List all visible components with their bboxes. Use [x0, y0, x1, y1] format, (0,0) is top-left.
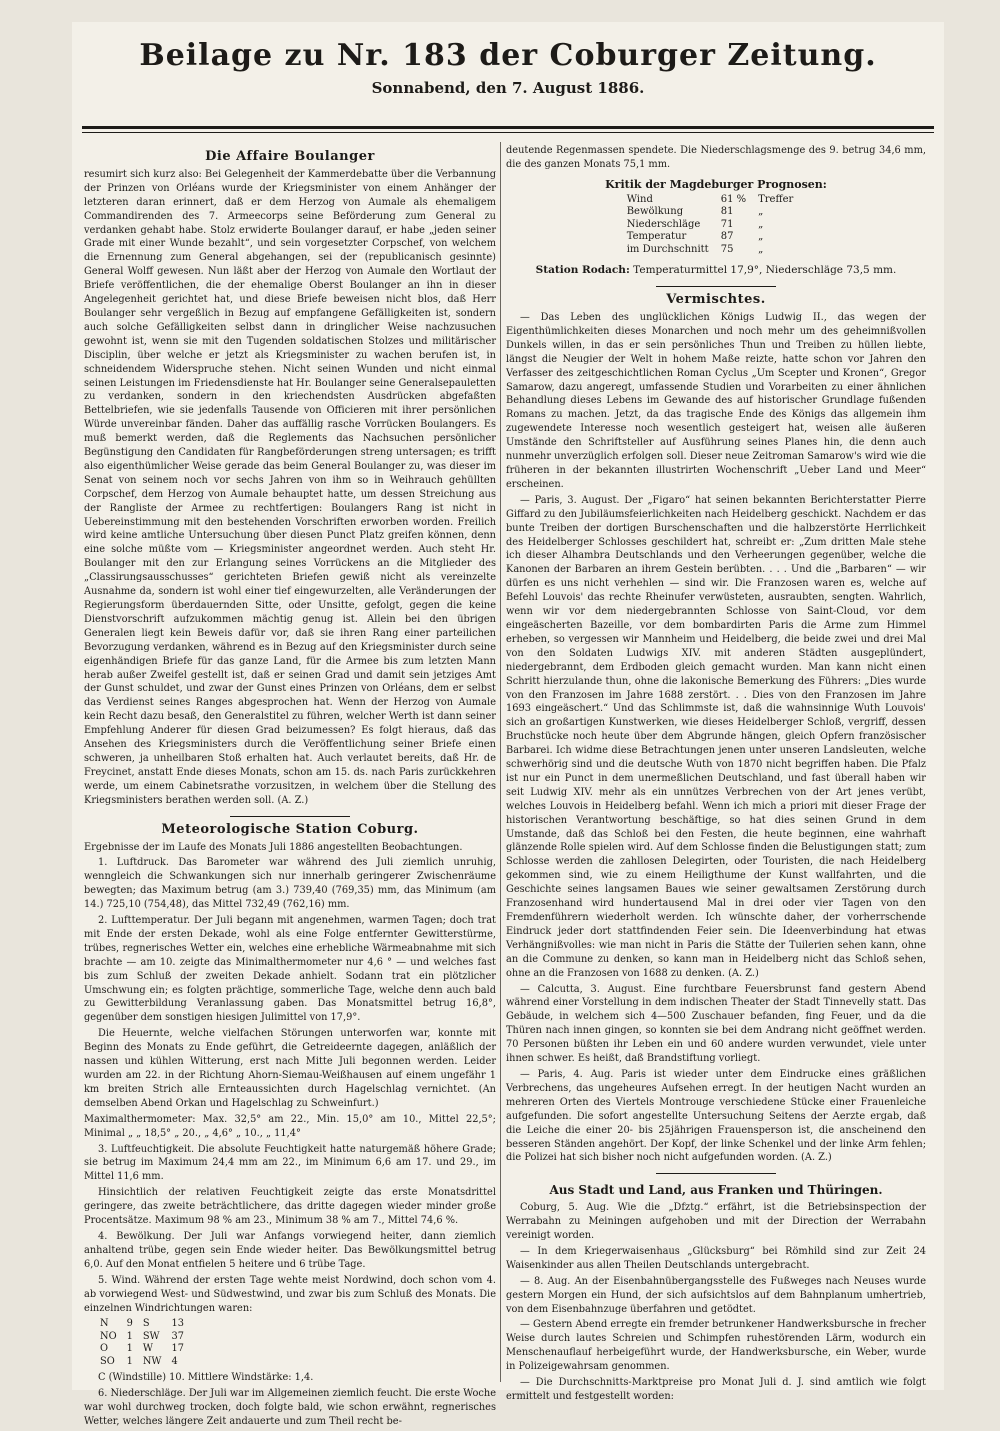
wind-cell: 1	[126, 1330, 133, 1342]
wind-row	[100, 1343, 194, 1356]
critique-cell: 87	[720, 231, 734, 243]
wind-cell: 37	[171, 1330, 184, 1342]
critique-row	[627, 244, 806, 257]
critique-cell: „	[758, 231, 764, 243]
meteo-paragraph-wind: 5. Wind. Während der ersten Tage wehte meist Nordwind, doch schon vom 4. ab vorwiegend West- und Südwestwind, und zwar bis zum Schluß des Monats. Die einzelnen Windrichtungen waren:	[84, 1274, 496, 1314]
regional-paragraph-hund: — 8. Aug. An der Eisenbahnübergangsstelle des Fußweges nach Neuses wurde gestern Morgen ein Hund, der sich aufsichtslos auf dem Bahnplanum umhertrieb, von dem Eisenbahnzuge überfahren und getödtet.	[506, 1275, 926, 1315]
wind-cell: O	[100, 1343, 109, 1355]
meteo-paragraph-harvest: Die Heuernte, welche vielfachen Störungen unterworfen war, konnte mit Beginn des Monats zu Ende geführt, die Getreideernte dagegen, anläßlich der nassen und kühlen Witterung, erst nach Mitte Juli begonnen werden. Leider wurden am 22. in der Richtung Ahorn-Siemau-Weißhausen auf einem ungefähr 1 km breiten Strich alle Ernteaussichten durch Hagelschlag vernichtet. (An demselben Abend Orkan und Hagelschlag zu Schweinfurt.)	[84, 1028, 496, 1109]
critique-row	[627, 194, 806, 207]
wind-cell: N	[100, 1318, 109, 1330]
wind-cell: 1	[126, 1355, 133, 1367]
masthead-rule-thin	[82, 132, 934, 133]
wind-table	[100, 1318, 194, 1368]
wind-footer: C (Windstille) 10. Mittlere Windstärke: 1,4.	[98, 1372, 314, 1384]
wind-cell: 4	[171, 1355, 178, 1367]
masthead-rule-thick	[82, 126, 934, 129]
precipitation-continuation: deutende Regenmassen spendete. Die Niederschlagsmenge des 9. betrug 34,6 mm, die des ganzen Monats 75,1 mm.	[506, 145, 926, 170]
wind-cell: 9	[126, 1318, 133, 1330]
vermischtes-paragraph-ludwig: — Das Leben des unglücklichen Königs Ludwig II., das wegen der Eigenthümlichkeiten dieses Monarchen und noch mehr um des geheimnißvollen Dunkels willen, in das er sein persönliches Thun und Treiben zu hüllen liebte, längst die Neugier der Welt in hohem Maße reizte, hatte schon vor Jahren den Verfasser des zeitgeschichtlichen Roman Cyclus „Um Scepter und Kronen“, Gregor Samarow, dazu angeregt, umfassende Studien und Vorarbeiten zu einer ähnlichen Behandlung dieses Lebens im Gewande des auf historischer Grundlage fußenden Romans zu machen. Jetzt, da das tragische Ende des Königs das allgemein ihm zugewendete Interesse noch wesentlich gesteigert hat, weisen alle äußeren Umstände den Schriftsteller auf Ausführung seines Planes hin, die denn auch nunmehr unverzüglich erfolgen soll. Dieser neue Zeitroman Samarow's wird wie die früheren in der bekannten illustrirten Wochenschrift „Ueber Land und Meer“ erscheinen.	[506, 312, 926, 490]
critique-cell: „	[758, 243, 764, 255]
critique-row	[627, 219, 806, 232]
critique-row	[627, 206, 806, 219]
meteo-paragraph-relative-humidity: Hinsichtlich der relativen Feuchtigkeit zeigte das erste Monatsdrittel geringere, das zweite beträchtlichere, das dritte dagegen wieder minder große Procentsätze. Maximum 98 % am 23., Minimum 38 % am 7., Mittel 74,6 %.	[84, 1187, 496, 1227]
newspaper-page	[72, 22, 944, 1428]
regional-paragraph-handwerksbursche: — Gestern Abend erregte ein fremder betrunkener Handwerksbursche in frecher Weise durch lautes Schreien und Schimpfen ruhestörenden Lärm, wodurch ein Menschenauflauf herbeigeführt wurde, der Handwerksbursche, ein Weber, wurde in Polizeigewahrsam genommen.	[506, 1319, 926, 1373]
section-divider	[656, 286, 776, 287]
meteo-intro: Ergebnisse der im Laufe des Monats Juli 1886 angestellten Beobachtungen.	[84, 841, 463, 853]
vermischtes-paragraph-heidelberg: — Paris, 3. August. Der „Figaro“ hat seinen bekannten Berichterstatter Pierre Giffard zu den Jubiläumsfeierlichkeiten nach Heidelberg geschickt. Nachdem er das bunte Treiben der dortigen Burschenschaften und die halbzerstörte Herrlichkeit des Heidelberger Schlosses geschildert hat, schreibt er: „Zum dritten Male stehe ich dieser Alhambra Deutschlands und den Verheerungen gegenüber, welche die Kanonen der Barbaren an ihrem Gestein berübten. . . . Und die „Barbaren“ — wir dürfen es uns nicht verhehlen — sind wir. Die Franzosen waren es, welche auf Befehl Louvois' das rechte Rheinufer verwüsteten, ausraubten, sengten. Wahrlich, wenn wir vor dem niedergebrannten Schlosse von Saint-Cloud, vor dem eingeäscherten Bazeille, vor dem bombardirten Paris die Arme zum Himmel erheben, so vergessen wir Mannheim und Heidelberg, die beide zwei und drei Mal von den Soldaten Ludwigs XIV. mit anderen Städten ausgeplündert, niedergebrannt, dem Erdboden gleich gemacht wurden. Man kann nicht einen Schritt hierzulande thun, ohne die lakonische Bemerkung des Führers: „Dies wurde von den Franzosen im Jahre 1688 zerstört. . . Dies von den Franzosen im Jahre 1693 eingeäschert.“ Und das Schlimmste ist, daß die wahnsinnige Wuth Louvois' sich an großartigen Kunstwerken, wie dieses Heidelberger Schloß, vergriff, dessen Bruchstücke noch heute über dem Abgrunde hängen, gleich Opfern französischer Barbarei. Ich widme diese Betrachtungen jenen unter unseren Landsleuten, welche schwerhörig sind und die deutsche Wuth von 1870 nicht begriffen haben. Die Pfalz ist nur ein Punct in dem unermeßlichen Deutschland, und fast überall haben wir seit Ludwig XIV. mehr als ein unnützes Verbrechen von der Art jenes verübt, welches Louvois in Heidelberg befahl. Wenn ich mich a priori mit dieser Frage der historischen Verantwortung beschäftige, so hat dies seinen Grund in dem Umstande, daß das Schloß bei den Festen, die heute beginnen, eine wahrhaft glänzende Rolle spielen wird. Auf dem Schlosse finden die Belustigungen statt; zum Schlosse werden die zahllosen Delegirten, oder Touristen, die nach Heidelberg gekommen sind, wie zu einem Heiligthume der Kunst wallfahrten, und die Geschichte seines langsamen Baues wie seiner gewaltsamen Zerstörung durch Franzosenhand wird hundertausend Mal in drei oder vier Tagen von den Fremdenführern wiederholt werden. Ich wünschte daher, der vorherrschende Eindruck jeder dort stattfindenden Feier sein. Die Ideenverbindung hat etwas Verhängnißvolles: wie man nicht in Paris die Stätte der Tuilerien sehen kann, ohne an die Commune zu denken, so kann man in Heidelberg nicht das Schloß sehen, ohne an die Franzosen von 1688 zu denken. (A. Z.)	[506, 494, 926, 979]
critique-cell: 75	[720, 243, 734, 255]
right-column	[506, 144, 926, 1406]
critique-cell: Temperatur	[626, 231, 687, 243]
critique-cell: „	[758, 206, 764, 218]
meteo-paragraph-pressure: 1. Luftdruck. Das Barometer war während des Juli ziemlich unruhig, wenngleich die Schwankungen sich nur innerhalb geringerer Zwischenräume bewegten; das Maximum betrug (am 3.) 739,40 (769,35) mm, das Minimum (am 14.) 725,10 (754,48), das Mittel 732,49 (762,16) mm.	[84, 857, 496, 911]
meteo-paragraph-humidity: 3. Luftfeuchtigkeit. Die absolute Feuchtigkeit hatte naturgemäß höhere Grade; sie betrug im Maximum 24,4 mm am 22., im Minimum 6,6 am 17. und 29., im Mittel 11,6 mm.	[84, 1143, 496, 1183]
forecast-critique-title: Kritik der Magdeburger Prognosen:	[605, 177, 827, 191]
boulanger-paragraph: resumirt sich kurz also: Bei Gelegenheit der Kammerdebatte über die Verbannung der Prinzen von Orléans wurde der Kriegsminister von einem Anhänger der letzteren daran erinnert, daß er dem Herzog von Aumale als ehemaligem Commandirenden des 7. Armeecorps seine Beförderung zum General zu verdanken gehabt habe. Stolz erwiderte Boulanger darauf, er habe „jeden seiner Grade mit einer Wunde bezahlt“, und sein vorgesetzter Corpschef, von welchem die Ernennung zum General abgehangen, sei der (republicanisch gesinnte) General Wolff gewesen. Nun läßt aber der Herzog von Aumale den Wortlaut der Briefe veröffentlichen, die der ehemalige Oberst Boulanger an ihn in dieser Angelegenheit gerichtet hat, und diese Briefe beweisen nicht blos, daß Herr Boulanger sehr vergeßlich in Bezug auf empfangene Gefälligkeiten ist, sondern auch solche Gefälligkeiten selbst dann in dringlicher Weise nachzusuchen gewohnt ist, wenn sie mit den Tugenden soldatischen Stolzes und militärischer Disciplin, über welche er jetzt als Kriegsminister zu wachen berufen ist, in schneidendem Widerspruche stehen. Nicht seinen Wunden und nicht einmal seinen Leistungen im Friedensdienste hat Hr. Boulanger seine Generalsepauletten zu verdanken, sondern in den kriechendsten Ausdrücken abgefaßten Bettelbriefen, wie sie jedenfalls Tausende von Officieren mit ihrer persönlichen Würde unvereinbar fänden. Daher das auffällig rasche Vorrücken Boulangers. Es muß bemerkt werden, daß die Reglements das Nachsuchen persönlicher Begünstigung den Candidaten für Rangbeförderungen streng untersagen; es trifft also eigenthümlicher Weise gerade das beim General Boulanger zu, was dieser im Senat von seinem noch vor sechs Jahren von ihm so in Weihrauch gehüllten Corpschef, dem Herzog von Aumale behauptet hatte, um dessen Streichung aus der Rangliste der Armee zu rechtfertigen: Boulangers Rang ist nicht in Uebereinstimmung mit den bestehenden Vorschriften erworben worden. Freilich wird keine amtliche Untersuchung über diesen Punct Platz greifen können, denn eine solche müßte vom — Kriegsminister angeordnet werden. Auch steht Hr. Boulanger mit den zur Erlangung seines Vorrückens an die Mitglieder des „Classirungsausschusses“ gerichteten Briefen gewiß nicht als vereinzelte Ausnahme da, sondern ist wohl einer tief eingewurzelten, alle Veränderungen der Regierungsform überdauernden Sitte, oder Unsitte, gefolgt, gegen die keine Dienstvorschrift aufzukommen mächtig genug ist. Allein bei den übrigen Generalen liegt kein Beweis dafür vor, daß sie ihren Rang einer parteilichen Bevorzugung verdanken, während es in Bezug auf den Kriegsminister durch seine eigenhändigen Briefe für das ganze Land, für die Armee bis zum letzten Mann herab außer Zweifel gestellt ist, daß er seinen Grad und damit sein jetziges Amt der Gunst schuldet, und zwar der Gunst eines Prinzen von Orléans, dem er selbst das Verdienst seines Ranges abgesprochen hat. Wenn der Herzog von Aumale kein Recht dazu besaß, den Generalstitel zu führen, welcher Werth ist dann seiner Empfehlung Anderer für diesen Grad beizumessen? Es folgt hieraus, daß das Ansehen des Kriegsministers durch die Veröffentlichung seiner Briefe einen schweren, ja unheilbaren Stoß erhalten hat. Auch verlautet bereits, daß Hr. de Freycinet, anstatt Ende dieses Monats, schon am 15. ds. nach Paris zurückkehren werde, um einem Cabinetsrathe vorzusitzen, in welchem über die Stellung des Kriegsministers berathen werden soll. (A. Z.)	[84, 168, 496, 806]
wind-cell: W	[142, 1343, 153, 1355]
wind-row	[100, 1318, 194, 1331]
meteo-paragraph-clouds: 4. Bewölkung. Der Juli war Anfangs vorwiegend heiter, dann ziemlich anhaltend trübe, gegen sein Ende wieder heiter. Das Bewölkungsmittel betrug 6,0. Auf den Monat entfielen 5 heitere und 6 trübe Tage.	[84, 1230, 496, 1270]
wind-cell: 17	[171, 1343, 184, 1355]
meteo-heading: Meteorologische Station Coburg.	[161, 821, 419, 837]
issue-date: Sonnabend, den 7. August 1886.	[371, 79, 645, 97]
newspaper-title: Beilage zu Nr. 183 der Coburger Zeitung.	[139, 38, 877, 73]
critique-cell: im Durchschnitt	[626, 243, 709, 255]
critique-cell: Treffer	[758, 193, 794, 205]
vermischtes-heading: Vermischtes.	[666, 292, 766, 308]
station-rodach-text: Temperaturmittel 17,9°, Niederschläge 73,5 mm.	[633, 264, 897, 277]
vermischtes-paragraph-paris-crime: — Paris, 4. Aug. Paris ist wieder unter dem Eindrucke eines gräßlichen Verbrechens, das ungeheures Aufsehen erregt. In der heutigen Nacht wurden an mehreren Orten des Viertels Montrouge verschiedene Stücke einer Frauenleiche aufgefunden. Die sofort angestellte Untersuchung Seitens der Aerzte ergab, daß die Leiche die einer 20- bis 25jährigen Frauensperson ist, die anscheinend den besseren Ständen angehört. Der Kopf, der linke Schenkel und der linke Arm fehlen; die Polizei hat sich bisher noch nicht aufgefunden worden. (A. Z.)	[506, 1068, 926, 1164]
wind-cell: SW	[142, 1330, 160, 1342]
section-divider	[230, 816, 350, 817]
critique-cell: Bewölkung	[626, 206, 684, 218]
critique-cell: Wind	[626, 193, 653, 205]
regional-paragraph-werrabahn: Coburg, 5. Aug. Wie die „Dfztg.“ erfährt, ist die Betriebsinspection der Werrabahn zu Meiningen aufgehoben und mit der Direction der Werrabahn vereinigt worden.	[506, 1202, 926, 1242]
wind-cell: 13	[171, 1318, 184, 1330]
meteo-paragraph-temperature: 2. Lufttemperatur. Der Juli begann mit angenehmen, warmen Tagen; doch trat mit Ende der ersten Dekade, wohl als eine Folge entfernter Gewitterstürme, trübes, regnerisches Wetter ein, welches eine erhebliche Wärmeabnahme mit sich brachte — am 10. zeigte das Minimalthermometer nur 4,6 ° — und welches fast bis zum Schluß der zweiten Dekade anhielt. Sodann trat ein plötzlicher Umschwung ein; es folgten prächtige, sommerliche Tage, welche denn auch bald zu Gewitterbildung Veranlassung gaben. Das Monatsmittel betrug 16,8°, gegenüber dem sonstigen hiesigen Julimittel von 17,9°.	[84, 915, 496, 1024]
forecast-critique-table	[627, 194, 806, 257]
column-divider	[500, 142, 501, 1382]
wind-cell: NW	[142, 1355, 162, 1367]
wind-cell: 1	[126, 1343, 133, 1355]
left-column	[84, 144, 496, 1431]
wind-cell: SO	[100, 1355, 115, 1367]
station-rodach	[506, 264, 926, 278]
regional-news-heading: Aus Stadt und Land, aus Franken und Thüringen.	[549, 1183, 883, 1198]
boulanger-heading: Die Affaire Boulanger	[205, 149, 375, 164]
wind-row	[100, 1331, 194, 1344]
wind-row	[100, 1356, 194, 1369]
station-rodach-label: Station Rodach:	[535, 264, 630, 277]
section-divider	[656, 1173, 776, 1174]
vermischtes-paragraph-calcutta: — Calcutta, 3. August. Eine furchtbare Feuersbrunst fand gestern Abend während einer Vorstellung in dem indischen Theater der Stadt Tinnevelly statt. Das Gebäude, in welchem sich 4—500 Zuschauer befanden, fing Feuer, und da die Thüren nach innen gingen, so konnten sie bei dem Andrang nicht geöffnet werden. 70 Personen büßten ihr Leben ein und 60 andere wurden verwundet, viele unter ihnen schwer. Es heißt, daß Brandstiftung vorliegt.	[506, 983, 926, 1065]
meteo-paragraph-precipitation: 6. Niederschläge. Der Juli war im Allgemeinen ziemlich feucht. Die erste Woche war wohl durchweg trocken, doch folgte bald, wie schon erwähnt, regnerisches Wetter, welches längere Zeit andauerte und zum Theil recht be-	[84, 1388, 497, 1428]
regional-paragraph-waisenhaus: — In dem Kriegerwaisenhaus „Glücksburg“ bei Römhild sind zur Zeit 24 Waisenkinder aus allen Theilen Deutschlands untergebracht.	[506, 1245, 926, 1271]
critique-cell: 71	[720, 218, 734, 230]
critique-cell: Niederschläge	[626, 218, 701, 230]
meteo-thermometer-line: Maximalthermometer: Max. 32,5° am 22., Min. 15,0° am 10., Mittel 22,5°; Minimal „ „ 18,5° „ 20., „ 4,6° „ 10., „ 11,4°	[84, 1113, 496, 1139]
critique-cell: „	[758, 218, 764, 230]
masthead	[72, 38, 944, 97]
wind-cell: S	[142, 1318, 150, 1330]
critique-cell: 81	[720, 206, 734, 218]
critique-cell: 61 %	[720, 193, 747, 205]
critique-row	[627, 231, 806, 244]
wind-cell: NO	[100, 1330, 117, 1342]
regional-paragraph-marktpreise: — Die Durchschnitts-Marktpreise pro Monat Juli d. J. sind amtlich wie folgt ermittelt und festgestellt worden:	[506, 1377, 926, 1402]
